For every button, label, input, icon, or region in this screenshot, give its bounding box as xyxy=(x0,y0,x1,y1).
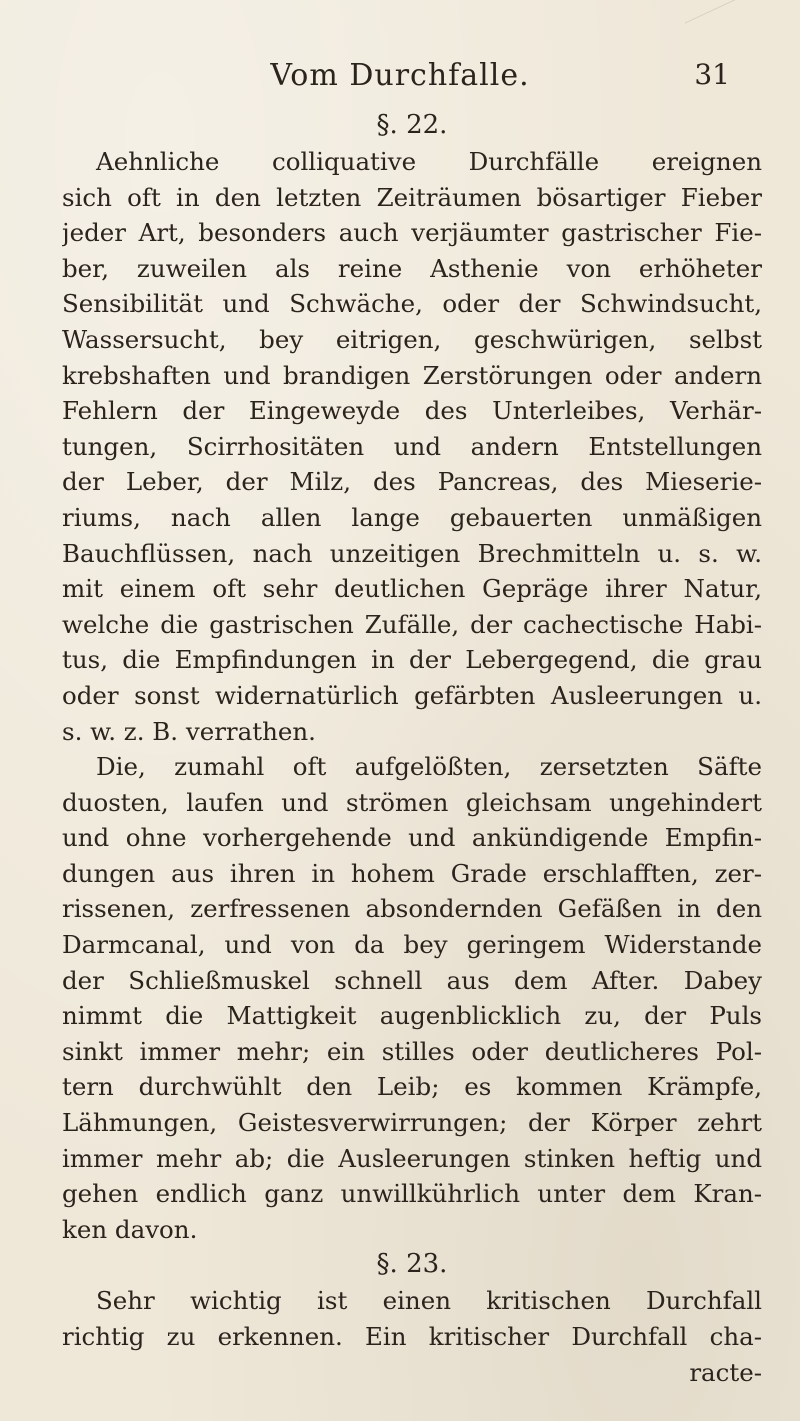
section-mark-23: §. 23. xyxy=(376,1249,448,1280)
text-line: Lähmungen, Geistesverwirrungen; der Körper zehrt xyxy=(62,1108,762,1138)
text-line: Wassersucht, bey eitrigen, geschwürigen, selbst xyxy=(62,324,762,354)
text-line: ken davon. xyxy=(62,1214,198,1244)
text-line: Bauchflüssen, nach unzeitigen Brechmitteln u. s. w. xyxy=(62,538,762,568)
text-line: welche die gastrischen Zufälle, der cachectische Habi- xyxy=(62,609,762,639)
text-line: tungen, Scirrhositäten und andern Entstellungen xyxy=(62,431,762,461)
text-line: richtig zu erkennen. Ein kritischer Durchfall cha- xyxy=(62,1322,762,1351)
catchword: racte- xyxy=(689,1357,762,1387)
text-line: riums, nach allen lange gebauerten unmäßigen xyxy=(62,502,762,532)
paper-mark xyxy=(685,0,766,60)
text-line: tern durchwühlt den Leib; es kommen Krämpfe, xyxy=(62,1072,762,1102)
text-line: krebshaften und brandigen Zerstörungen oder andern xyxy=(62,360,762,390)
text-line: oder sonst widernatürlich gefärbten Ausleerungen u. xyxy=(62,680,762,710)
body-text xyxy=(62,108,762,1390)
text-line: sinkt immer mehr; ein stilles oder deutlicheres Pol- xyxy=(62,1036,762,1066)
text-line: der Leber, der Milz, des Pancreas, des Mieserie- xyxy=(62,467,762,497)
section-mark-22: §. 22. xyxy=(376,110,448,140)
text-line: immer mehr ab; die Ausleerungen stinken heftig und xyxy=(62,1143,762,1173)
text-line: Fehlern der Eingeweyde des Unterleibes, Verhär- xyxy=(62,396,762,426)
text-line: jeder Art, besonders auch verjäumter gastrischer Fie- xyxy=(62,218,762,248)
text-line: duosten, laufen und strömen gleichsam ungehindert xyxy=(62,787,762,817)
text-line: mit einem oft sehr deutlichen Gepräge ihrer Natur, xyxy=(62,574,762,604)
running-head xyxy=(0,58,800,98)
text-line: und ohne vorhergehende und ankündigende Empfin- xyxy=(62,823,762,853)
page-number: 31 xyxy=(694,58,730,91)
text-line: tus, die Empfindungen in der Lebergegend, die grau xyxy=(62,645,762,675)
text-line: ber, zuweilen als reine Asthenie von erhöheter xyxy=(62,253,762,283)
text-line: rissenen, zerfressenen absondernden Gefäßen in den xyxy=(62,894,762,924)
text-line: der Schließmuskel schnell aus dem After. Dabey xyxy=(62,965,762,995)
text-line: Darmcanal, und von da bey geringem Widerstande xyxy=(62,930,762,960)
text-line: gehen endlich ganz unwillkührlich unter dem Kran- xyxy=(62,1179,762,1209)
running-title: Vom Durchfalle. xyxy=(270,58,530,93)
text-line: Sensibilität und Schwäche, oder der Schwindsucht, xyxy=(62,289,762,319)
text-line: dungen aus ihren in hohem Grade erschlafften, zer- xyxy=(62,858,762,888)
text-line: s. w. z. B. verrathen. xyxy=(62,716,316,746)
text-line: Die, zumahl oft aufgelößten, zersetzten Säfte xyxy=(96,752,762,782)
text-line: sich oft in den letzten Zeiträumen bösartiger Fieber xyxy=(62,182,762,212)
text-line: nimmt die Mattigkeit augenblicklich zu, der Puls xyxy=(62,1001,762,1031)
text-line: Sehr wichtig ist einen kritischen Durchfall xyxy=(96,1286,762,1316)
text-line: Aehnliche colliquative Durchfälle ereignen xyxy=(96,147,762,176)
